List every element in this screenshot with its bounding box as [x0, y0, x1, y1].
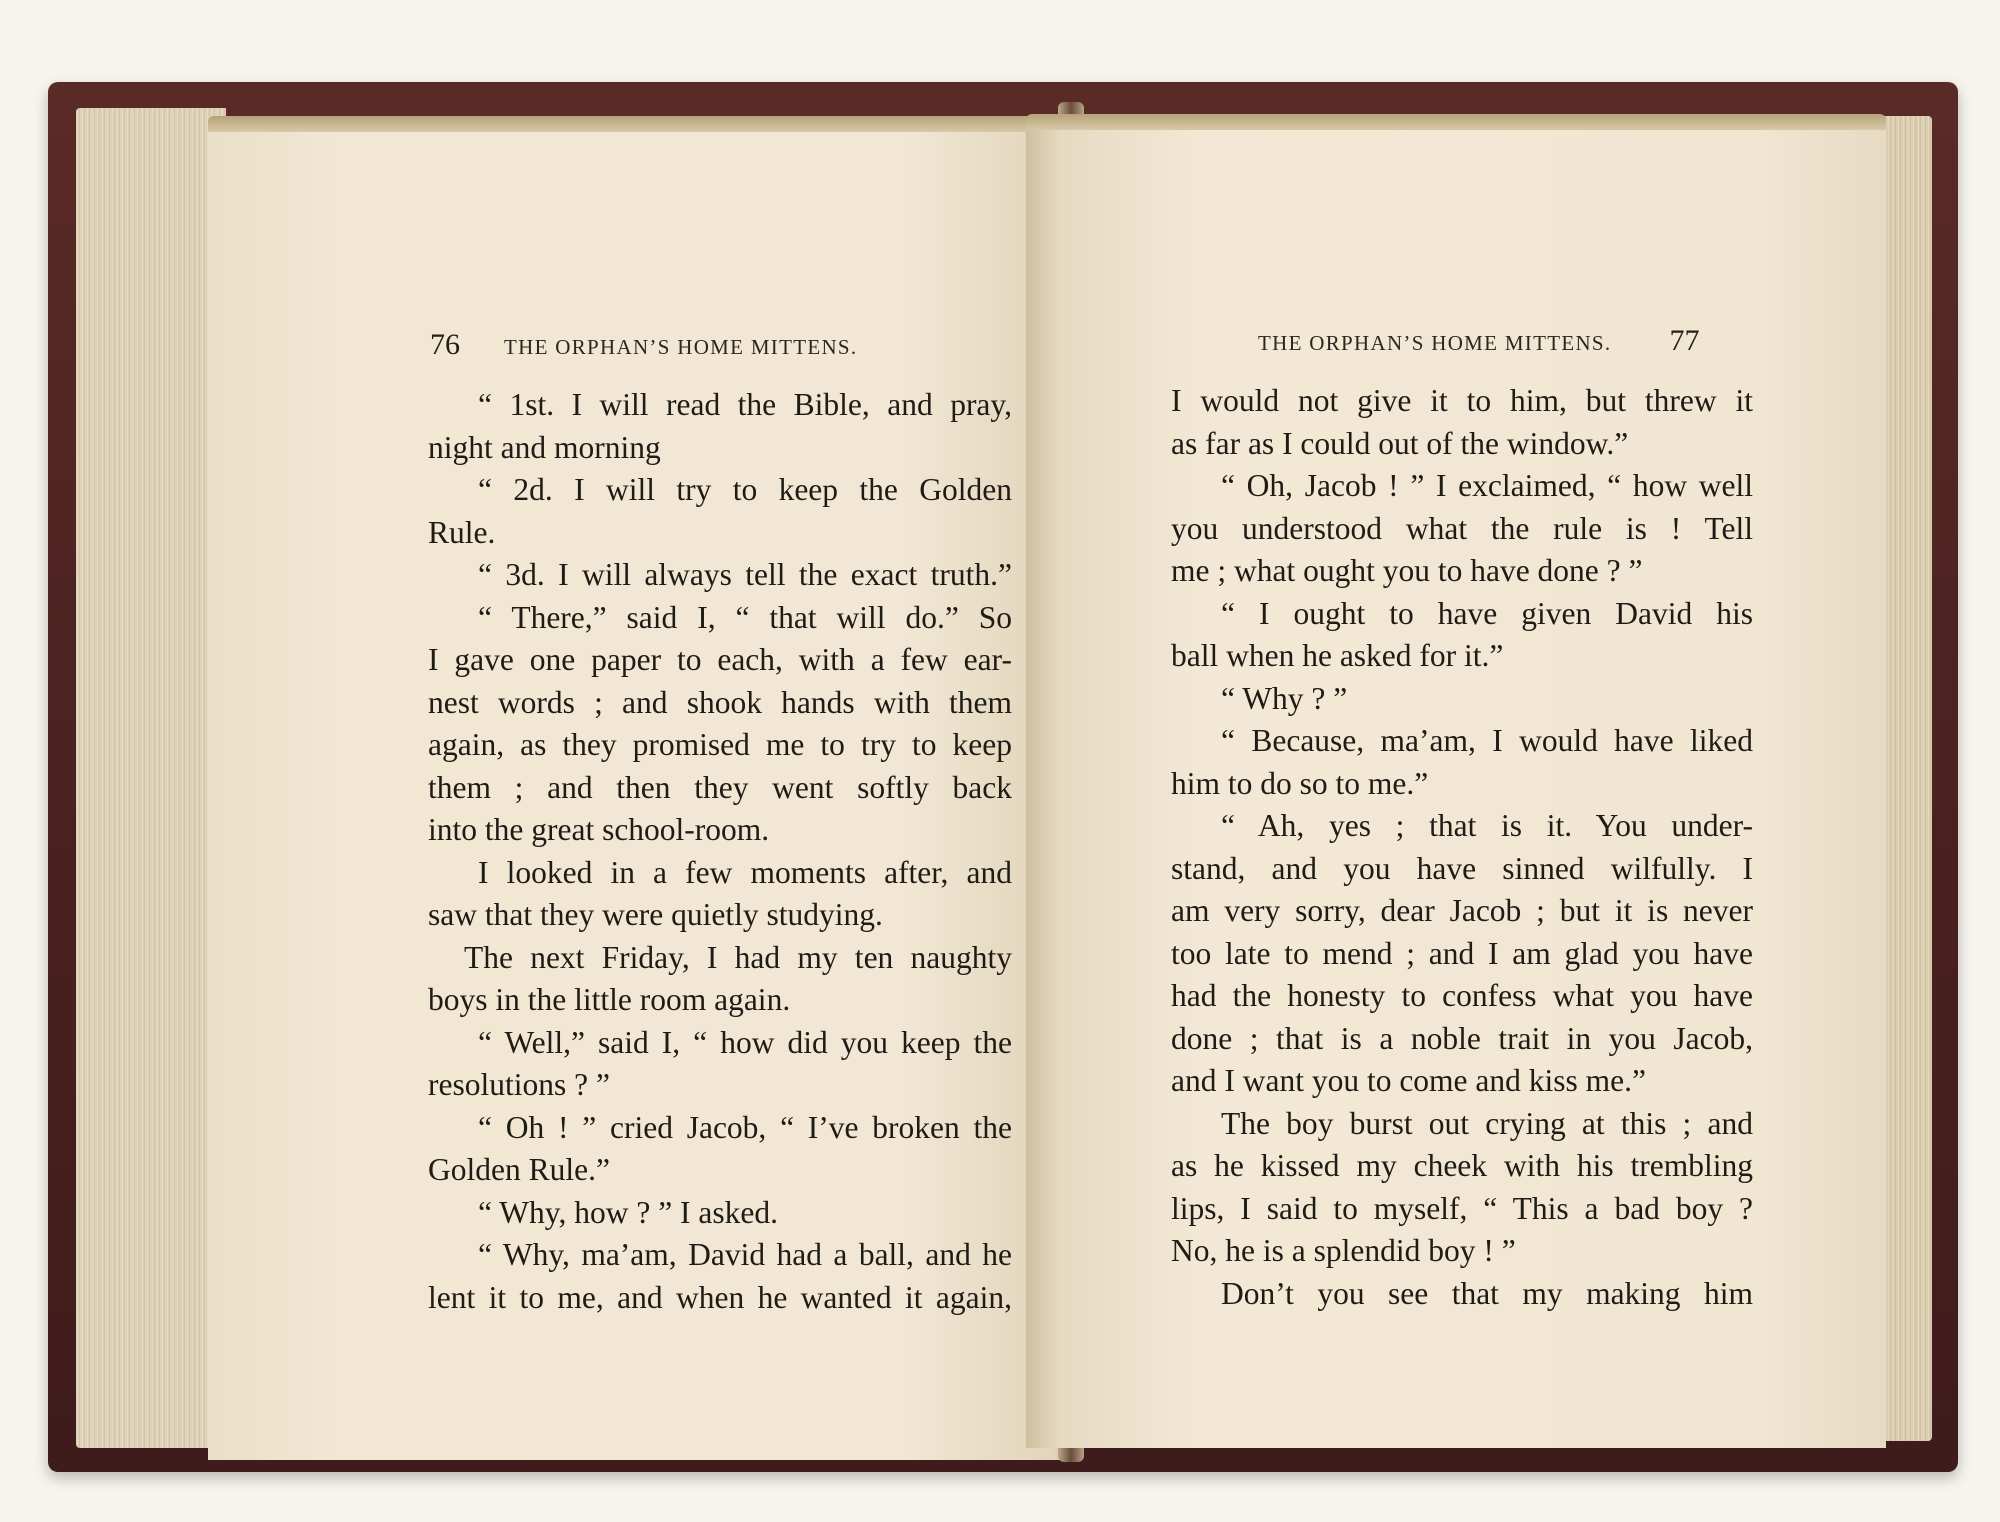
- text-line: as far as I could out of the window.”: [1171, 425, 1629, 461]
- text-line: lent it to me, and when he wanted it again,: [428, 1279, 1012, 1315]
- text-line: “ 2d. I will try to keep the Golden: [478, 472, 1012, 507]
- text-line: lips, I said to myself, “ This a bad boy ?: [1171, 1190, 1753, 1226]
- open-book: [48, 82, 1958, 1472]
- text-line: too late to mend ; and I am glad you have: [1171, 935, 1753, 971]
- text-line: “ Ah, yes ; that is it. You under-: [1221, 808, 1753, 843]
- text-line: boys in the little room again.: [428, 982, 791, 1017]
- text-line: ball when he asked for it.”: [1171, 638, 1504, 673]
- text-line: night and morning: [428, 429, 661, 465]
- right-top-edge: [1026, 114, 1886, 130]
- text-line: The boy burst out crying at this ; and: [1221, 1105, 1753, 1141]
- right-page-header: [1258, 324, 1699, 358]
- text-line: them ; and then they went softly back: [428, 769, 1012, 805]
- left-page-body: [428, 384, 1012, 1319]
- text-line: I gave one paper to each, with a few ear-: [428, 642, 1012, 677]
- text-line: again, as they promised me to try to keep: [428, 727, 1012, 762]
- text-line: “ Oh, Jacob ! ” I exclaimed, “ how well: [1221, 468, 1753, 503]
- text-line: “ There,” said I, “ that will do.” So: [478, 599, 1012, 635]
- text-line: you understood what the rule is ! Tell: [1171, 510, 1753, 546]
- left-page-edges: [76, 108, 226, 1448]
- text-line: No, he is a splendid boy ! ”: [1171, 1233, 1516, 1268]
- text-line: as he kissed my cheek with his trembling: [1171, 1148, 1753, 1183]
- page-number: 76: [430, 328, 460, 361]
- text-line: “ Oh ! ” cried Jacob, “ I’ve broken the: [478, 1109, 1012, 1145]
- right-page: [1026, 128, 1886, 1448]
- text-line: am very sorry, dear Jacob ; but it is never: [1171, 893, 1753, 928]
- text-line: Don’t you see that my making him: [1221, 1275, 1753, 1311]
- text-line: “ 3d. I will always tell the exact truth.”: [478, 557, 1012, 592]
- running-head: THE ORPHAN’S HOME MITTENS.: [1258, 331, 1612, 355]
- text-line: and I want you to come and kiss me.”: [1171, 1063, 1647, 1098]
- text-line: “ Why ? ”: [1221, 680, 1348, 716]
- text-line: stand, and you have sinned wilfully. I: [1171, 850, 1753, 886]
- text-line: into the great school-room.: [428, 812, 770, 847]
- text-line: Golden Rule.”: [428, 1152, 610, 1187]
- left-top-edge: [208, 116, 1078, 132]
- text-line: “ Why, ma’am, David had a ball, and he: [478, 1237, 1012, 1272]
- text-line: nest words ; and shook hands with them: [428, 684, 1012, 720]
- text-line: saw that they were quietly studying.: [428, 897, 883, 932]
- text-line: me ; what ought you to have done ? ”: [1171, 553, 1643, 588]
- text-line: him to do so to me.”: [1171, 765, 1429, 801]
- text-line: I looked in a few moments after, and: [478, 854, 1012, 890]
- text-line: “ 1st. I will read the Bible, and pray,: [478, 387, 1012, 422]
- right-page-body: [1171, 380, 1753, 1315]
- running-head: THE ORPHAN’S HOME MITTENS.: [504, 335, 858, 359]
- text-line: The next Friday, I had my ten naughty: [464, 939, 1012, 975]
- page-number: 77: [1669, 324, 1700, 357]
- left-page-header: [430, 328, 857, 362]
- text-line: had the honesty to confess what you have: [1171, 978, 1753, 1013]
- text-line: Rule.: [428, 514, 496, 550]
- text-line: resolutions ? ”: [428, 1067, 610, 1102]
- text-line: “ Why, how ? ” I asked.: [478, 1194, 779, 1230]
- left-page: [208, 130, 1078, 1460]
- text-line: “ I ought to have given David his: [1221, 595, 1753, 631]
- text-line: done ; that is a noble trait in you Jacob,: [1171, 1020, 1753, 1056]
- text-line: “ Well,” said I, “ how did you keep the: [478, 1024, 1012, 1060]
- text-line: “ Because, ma’am, I would have liked: [1221, 723, 1753, 758]
- text-line: I would not give it to him, but threw it: [1171, 383, 1753, 418]
